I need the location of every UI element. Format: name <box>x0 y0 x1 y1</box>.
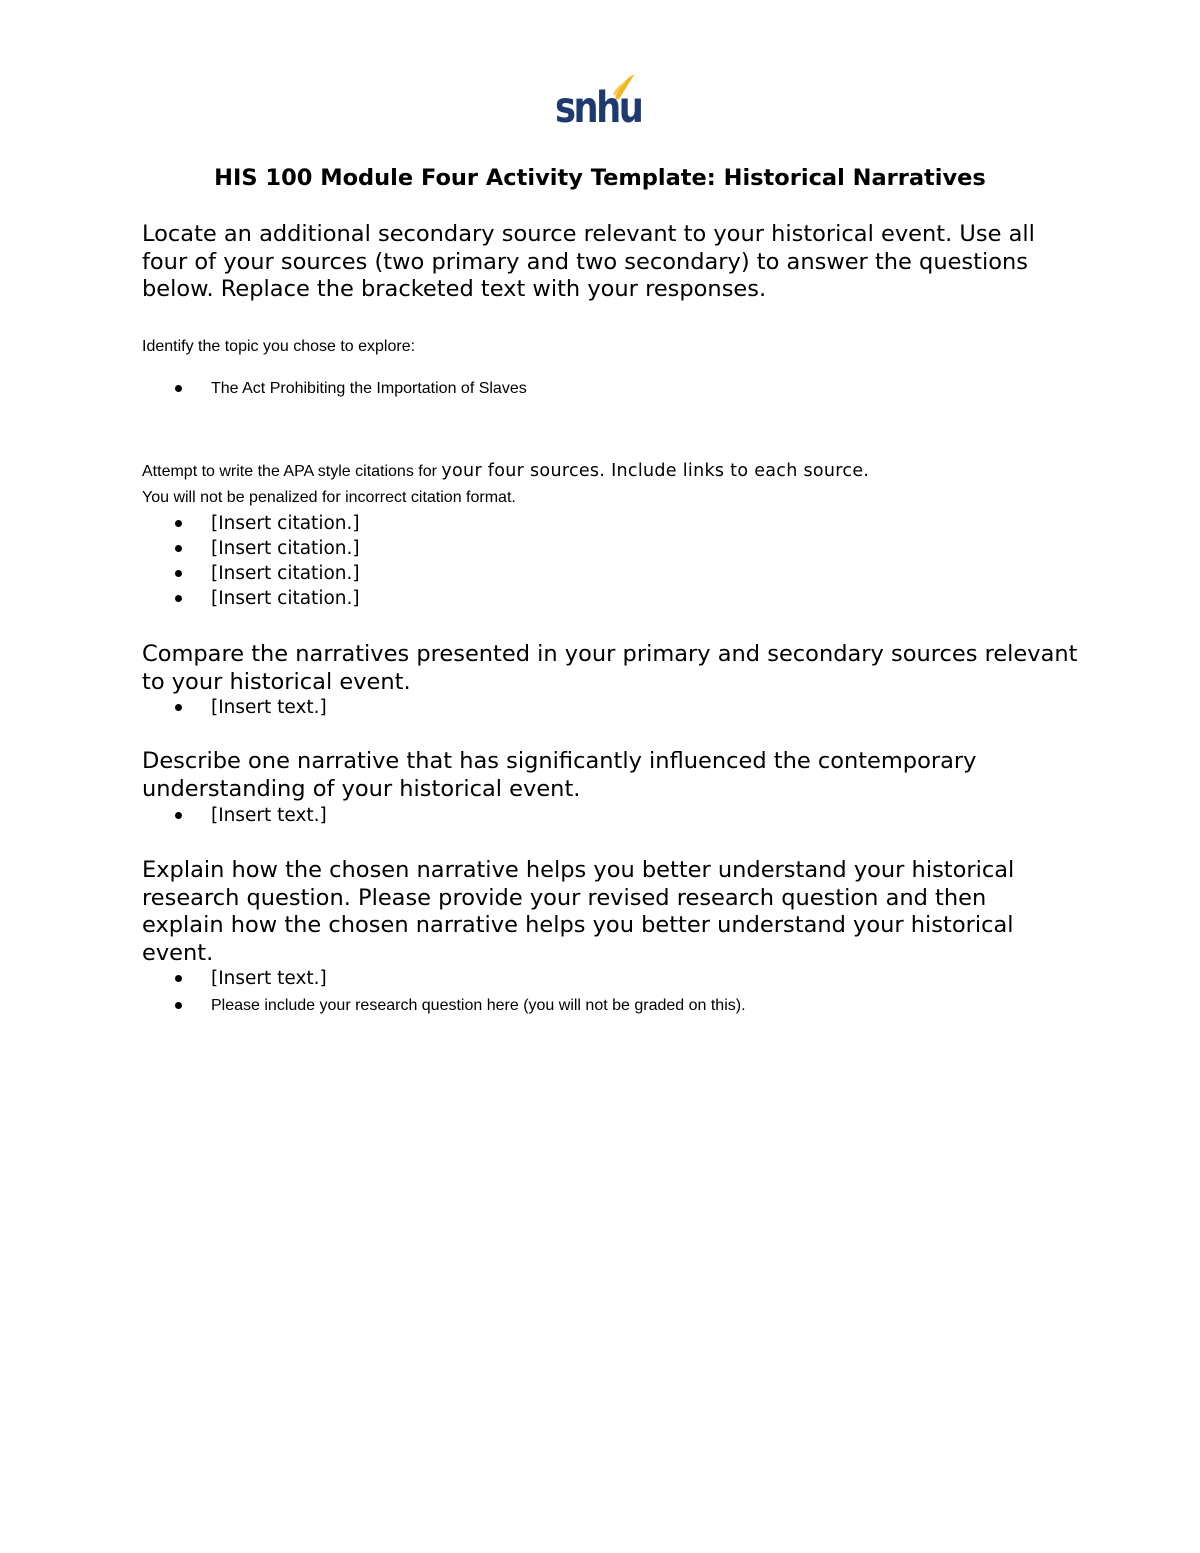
page-title: HIS 100 Module Four Activity Template: Historical Narratives <box>214 165 986 191</box>
citations-prompt-part1: Attempt to write the APA style citations for <box>142 463 442 480</box>
response-item[interactable]: [Insert text.] <box>142 803 327 828</box>
citation-item[interactable]: [Insert citation.] <box>142 511 360 536</box>
snhu-logo <box>553 72 643 132</box>
topic-prompt: Identify the topic you chose to explore: <box>142 338 416 355</box>
citations-prompt-part2: your four sources. Include links to each source. <box>441 461 870 481</box>
intro-paragraph: Locate an additional secondary source relevant to your historical event. Use all four of your sources (two primary and two secondary) to answer the questions below. Replace the bracketed text with your responses. <box>142 221 1035 302</box>
response-item[interactable]: [Insert text.] <box>142 965 746 992</box>
describe-list <box>142 803 327 828</box>
citation-item[interactable]: [Insert citation.] <box>142 536 360 561</box>
citation-item[interactable]: [Insert citation.] <box>142 586 360 611</box>
list-item[interactable]: The Act Prohibiting the Importation of Slaves <box>142 376 527 401</box>
logo-wordmark: snhu <box>555 83 642 133</box>
compare-list <box>142 695 327 720</box>
citations-note: You will not be penalized for incorrect citation format. <box>142 489 516 506</box>
citation-item[interactable]: [Insert citation.] <box>142 561 360 586</box>
describe-question: Describe one narrative that has significantly influenced the contemporary understanding of your historical event. <box>142 748 977 802</box>
topic-list <box>142 376 527 401</box>
citations-list <box>142 511 360 611</box>
explain-question: Explain how the chosen narrative helps you better understand your historical research question. Please provide your revised research question and then explain how the chosen narrative helps you better understand your historical event. <box>142 857 1015 966</box>
citations-prompt <box>142 459 869 484</box>
compare-question: Compare the narratives presented in your primary and secondary sources relevant to your historical event. <box>142 641 1078 695</box>
research-question-item[interactable]: Please include your research question here (you will not be graded on this). <box>142 992 746 1019</box>
explain-list <box>142 965 746 1019</box>
response-item[interactable]: [Insert text.] <box>142 695 327 720</box>
